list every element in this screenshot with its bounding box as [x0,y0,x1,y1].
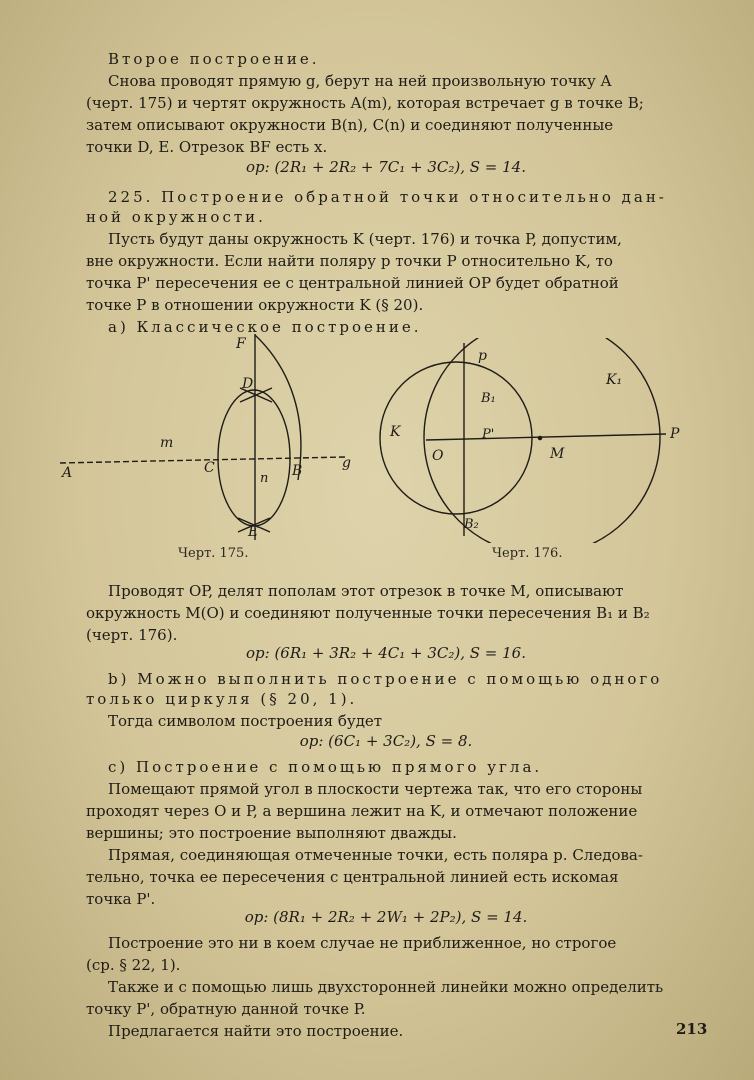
text-line: затем описывают окружности B(n), C(n) и соединяют полученные [86,116,614,134]
text-line: проходят через O и P, а вершина лежит на K, и отмечают положение [86,802,638,820]
text-line: вне окружности. Если найти поляру p точки P относительно K, то [86,252,613,270]
text-line: точки D, E. Отрезок BF есть x. [86,138,328,156]
section-heading: ной окружности. [86,208,266,226]
text-line: точка P'. [86,890,156,908]
label-E: E [248,524,259,540]
label-O: O [432,448,444,464]
text-line: (ср. § 22, 1). [86,956,181,974]
label-B2: B₂ [464,517,479,532]
subsection-heading: b) Можно выполнить построение с помощью одного [108,670,663,688]
text-line: (черт. 175) и чертят окружность A(m), которая встречает g в точке B; [86,94,644,112]
label-D: D [242,376,254,392]
caption-176: Черт. 176. [492,546,563,561]
formula: op: (6R₁ + 3R₂ + 4C₁ + 3C₂), S = 16. [245,644,526,662]
figure-175 [60,330,360,545]
text-line: Предлагается найти это построение. [108,1022,404,1040]
label-P: P [670,426,680,442]
text-line: Помещают прямой угол в плоскости чертежа так, что его стороны [108,780,643,798]
label-p: p [478,348,487,364]
text-line: тельно, точка ее пересечения с центральной линией есть искомая [86,868,619,886]
formula: op: (6C₁ + 3C₂), S = 8. [299,732,473,750]
text-line: Тогда символом построения будет [108,712,383,730]
text-line: Проводят OP, делят пополам этот отрезок в точке M, описывают [108,582,624,600]
label-F: F [236,336,246,352]
label-A: A [62,465,73,481]
text-line: точке P в отношении окружности K (§ 20). [86,296,424,314]
caption-175: Черт. 175. [178,546,249,561]
text-line: окружность M(O) и соединяют полученные точки пересечения B₁ и B₂ [86,604,650,622]
text-line: (черт. 176). [86,626,178,644]
text-line: Прямая, соединяющая отмеченные точки, есть поляра p. Следова- [108,846,643,864]
label-M: M [550,446,565,462]
label-B1: B₁ [481,391,496,406]
formula: op: (2R₁ + 2R₂ + 7C₁ + 3C₂), S = 14. [245,158,526,176]
circle-K1 [424,338,660,543]
line-OP [426,434,666,440]
text-line: вершины; это построение выполняют дважды. [86,824,457,842]
label-n: n [260,471,269,486]
text-line: Пусть будут даны окружность K (черт. 176) и точка P, допустим, [108,230,622,248]
subsection-heading: a) Классическое построение. [108,318,422,336]
text-line: Также и с помощью лишь двухсторонней линейки можно определить [108,978,664,996]
point-M [538,436,541,439]
text-line: точка P' пересечения ее с центральной линией OP будет обратной [86,274,619,292]
label-g: g [342,455,351,471]
formula: op: (8R₁ + 2R₂ + 2W₁ + 2P₂), S = 14. [244,908,528,926]
label-Pprime: P' [482,427,495,442]
label-B: B [292,463,303,479]
figure-176 [378,338,698,543]
label-K1: K₁ [606,372,623,388]
subsection-heading: c) Построение с помощью прямого угла. [108,758,543,776]
subsection-heading: только циркуля (§ 20, 1). [86,690,358,708]
label-C: C [204,460,215,476]
text-line: точку P', обратную данной точке P. [86,1000,366,1018]
page-number: 213 [676,1020,708,1038]
label-K: K [390,424,401,440]
text-line: Второе построение. [108,50,320,68]
text-line: Построение это ни в коем случае не приближенное, но строгое [108,934,617,952]
text-line: Снова проводят прямую g, берут на ней произвольную точку A [108,72,612,90]
label-m: m [160,435,174,451]
section-heading: 225. Построение обратной точки относительно дан- [108,188,667,206]
